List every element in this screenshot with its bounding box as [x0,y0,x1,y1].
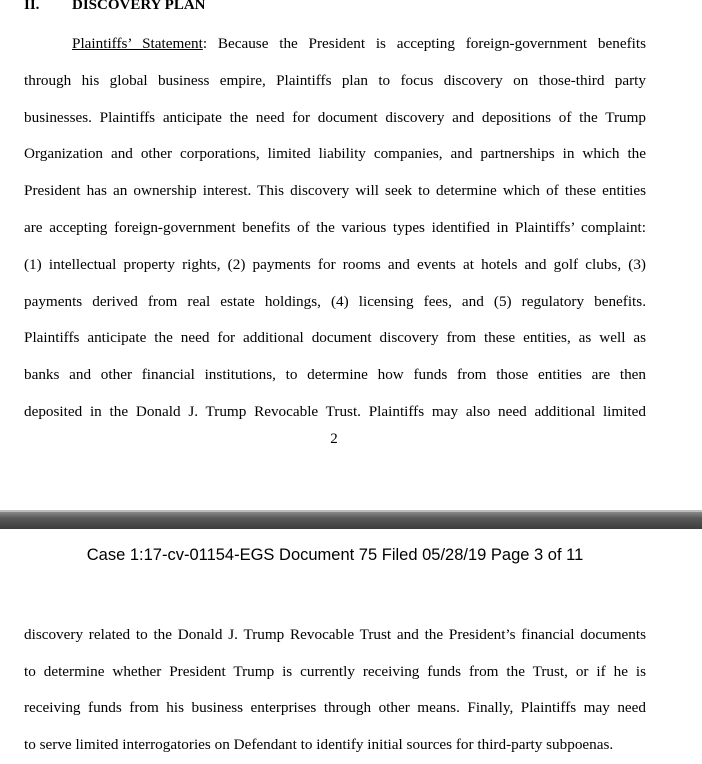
line-text: : Because the President is accepting foreign-government benefits [202,35,647,52]
section-title: DISCOVERY PLAN [72,0,206,13]
paragraph-line: receiving funds from his business enterprises through other means. Finally, Plaintiffs may need [24,699,646,716]
paragraph-line: through his global business empire, Plaintiffs plan to focus discovery on those-third party [24,72,646,89]
paragraph-line [72,34,646,54]
paragraph-line: (1) intellectual property rights, (2) payments for rooms and events at hotels and golf clubs, (3) [24,256,646,273]
paragraph-line: are accepting foreign-government benefits of the various types identified in Plaintiffs’ complaint: [24,219,646,236]
page-number: 2 [330,431,338,447]
statement-label: Plaintiffs’ Statement [72,35,203,52]
paragraph-line: Plaintiffs anticipate the need for additional document discovery from these entities, as well as [24,329,646,346]
paragraph-line: businesses. Plaintiffs anticipate the need for document discovery and depositions of the Trump [24,109,646,126]
page-separator [0,512,702,529]
section-number: II. [24,0,40,13]
case-header: Case 1:17-cv-01154-EGS Document 75 Filed 05/28/19 Page 3 of 11 [86,546,584,564]
paragraph-line: to determine whether President Trump is currently receiving funds from the Trust, or if he is [24,663,646,680]
section-heading [24,0,206,15]
paragraph-line: discovery related to the Donald J. Trump Revocable Trust and the President’s financial documents [24,626,646,643]
paragraph-line: Organization and other corporations, limited liability companies, and partnerships in which the [24,145,646,162]
paragraph-line: payments derived from real estate holdings, (4) licensing fees, and (5) regulatory benefits. [24,293,646,310]
paragraph-line: banks and other financial institutions, to determine how funds from those entities are then [24,366,646,383]
paragraph-line: deposited in the Donald J. Trump Revocable Trust. Plaintiffs may also need additional limited [24,403,646,420]
paragraph-line: President has an ownership interest. This discovery will seek to determine which of these entities [24,182,646,199]
paragraph-line: to serve limited interrogatories on Defendant to identify initial sources for third-party subpoenas. [24,736,614,753]
